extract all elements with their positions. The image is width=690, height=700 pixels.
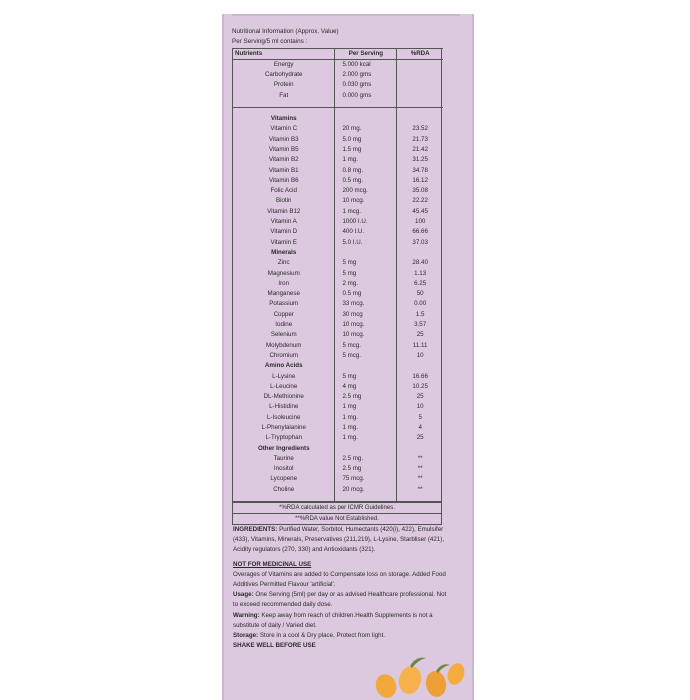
nutrient-name: L-Tryptophan [233,433,335,443]
rda-value [397,70,443,80]
ingredients-text [233,525,451,556]
section-title: Other Ingredients [233,444,335,454]
ingredients-list: Purified Water, Sorbitol, Humectants (420(i), 422), Emulsifer (433), Vitamins, Minerals, Preservatives (211,219), L-Lysine, Starbliser (421), Acidity regulators (270, 330) and Antioxidants (321). [233,526,445,554]
rda-value: ** [417,465,423,473]
table-row [233,330,443,340]
warning-text [233,611,451,631]
table-row [233,433,443,443]
shake-well-text: SHAKE WELL BEFORE USE [233,642,316,650]
empty-cell [397,248,443,258]
rda-value: 16.66 [412,372,428,380]
per-serving-value: 30 mcg [335,310,397,320]
rda-value: ** [417,485,423,493]
table-row [233,269,443,279]
table-row [233,59,443,70]
nutrient-name: Copper [233,310,335,320]
rda-value: 35.08 [412,187,428,195]
usage-label: Usage: [233,591,254,599]
storage-text [233,631,451,641]
rda-value [397,59,443,70]
nutrient-name: Selenium [233,330,335,340]
nutrient-name: L-Leucine [233,382,335,392]
rda-value: 100 [415,218,426,226]
rda-value: 21.42 [412,145,428,153]
empty-cell [397,361,443,371]
nutrient-name: Protein [233,80,335,90]
per-serving-value: 1 mg. [335,413,397,423]
section-title: Minerals [233,248,335,258]
nutrient-name: Vitamin B6 [233,176,335,186]
per-serving-value: 5 mg [335,258,397,268]
nutrient-name: Chromium [233,351,335,361]
nutrition-panel [232,27,442,525]
nutrient-name: Folic Acid [233,186,335,196]
per-serving-value: 1 mg. [335,423,397,433]
nutrient-name: Taurine [233,454,335,464]
rda-value: 1.5 [415,310,425,318]
empty-cell [335,444,397,454]
table-row [233,464,443,474]
table-row [233,166,443,176]
nutrient-name: Vitamin B12 [233,207,335,217]
table-row [233,320,443,330]
rda-value: ** [417,475,423,483]
carton-top-edge [232,14,460,16]
col-nutrients: Nutrients [233,48,335,59]
per-serving-value: 10 mcg. [335,196,397,206]
nutrient-name: DL-Methionine [233,392,335,402]
mango-illustration [370,652,466,700]
table-row [233,124,443,134]
per-serving-value: 20 mcg. [335,485,397,495]
per-serving-value: 5.000 kcal [335,59,397,70]
nutrient-name: Choline [233,485,335,495]
nutrient-name: Vitamin B2 [233,155,335,165]
rda-value: 4 [418,423,422,431]
rda-value: 10 [416,403,424,411]
empty-cell [397,444,443,454]
table-row [233,423,443,433]
nutrient-name: L-Isoleucine [233,413,335,423]
rda-value: 6.25 [414,279,427,287]
section-row [233,248,443,258]
usage-value: One Serving (5ml) per day or as advised Healthcare professional. Not to exceed recommended daily dose. [233,591,447,609]
table-row [233,238,443,248]
nutrient-name: Lycopene [233,474,335,484]
nutrient-name: Iron [233,279,335,289]
rda-value: 25 [416,331,424,339]
table-row [233,413,443,423]
table-row [233,186,443,196]
rda-value: 45.45 [412,207,428,215]
rda-value: 21.73 [412,135,428,143]
rda-value: 22.22 [412,197,428,205]
per-serving-value: 1 mg. [335,155,397,165]
rda-value: 10 [416,351,424,359]
per-serving-value: 5 mcg. [335,341,397,351]
empty-cell [233,495,335,501]
empty-cell [397,114,443,124]
table-row [233,207,443,217]
per-serving-value: 2.5 mg. [335,454,397,464]
per-serving-value: 0.5 mg [335,289,397,299]
nutrient-name: Vitamin A [233,217,335,227]
col-rda: %RDA [397,48,443,59]
per-serving-value: 2.5 mg [335,392,397,402]
empty-cell [335,114,397,124]
col-per-serving: Per Serving [335,48,397,59]
table-row [233,382,443,392]
rda-value: 23.52 [412,125,428,133]
nutrient-name: Carbohydrate [233,70,335,80]
empty-cell [335,248,397,258]
rda-value: 25 [416,434,424,442]
table-row [233,289,443,299]
per-serving-value: 0.8 mg. [335,166,397,176]
rda-value: 10.25 [412,382,428,390]
table-row [233,341,443,351]
per-serving-value: 1 mg [335,402,397,412]
per-serving-value: 2.5 mg [335,464,397,474]
rda-value: 50 [416,290,424,298]
table-row [233,372,443,382]
rda-value: 25 [416,393,424,401]
rda-value: 28.40 [412,259,428,267]
nutrient-name: Magnesium [233,269,335,279]
table-row [233,485,443,495]
table-row [233,402,443,412]
nutrient-name: Zinc [233,258,335,268]
nutrient-name: Vitamin E [233,238,335,248]
storage-label: Storage: [233,632,259,640]
nutrition-title: Nutritional Information (Approx. Value) [232,28,339,35]
nutrition-table [233,48,443,501]
footnote-icmr: *%RDA calculated as per ICMR Guidelines. [233,502,441,513]
overages-text: Overages of Vitamins are added to Compensate loss on storage. Added Food Additives Permitted Flavour 'artificial'. [233,570,446,589]
nutrient-name: Vitamin B5 [233,145,335,155]
section-title: Vitamins [233,114,335,124]
per-serving-value: 2 mg. [335,279,397,289]
nutrient-name: Manganese [233,289,335,299]
per-serving-value: 5.0 I.U. [335,238,397,248]
nutrition-table-frame [232,48,442,502]
table-header-row [233,48,443,59]
table-row [233,454,443,464]
per-serving-value: 1000 I.U. [335,217,397,227]
nutrient-name: L-Histidine [233,402,335,412]
rda-value: 3.57 [414,321,427,329]
table-row [233,217,443,227]
label-text [233,525,451,651]
table-row [233,70,443,80]
table-row [233,155,443,165]
per-serving-value: 4 mg [335,382,397,392]
nutrient-name: Biotin [233,196,335,206]
rda-value: 31.25 [412,156,428,164]
nutrient-name: L-Lysine [233,372,335,382]
per-serving-value: 400 I.U. [335,227,397,237]
nutrient-name: Vitamin D [233,227,335,237]
rda-value: ** [417,454,423,462]
table-row [233,176,443,186]
rda-value: 16.12 [412,176,428,184]
table-row [233,91,443,101]
table-row [233,392,443,402]
nutrient-name: Vitamin B3 [233,135,335,145]
section-row [233,114,443,124]
per-serving-value: 5 mg [335,372,397,382]
empty-cell [335,495,397,501]
per-serving-value: 10 mcg. [335,330,397,340]
rda-value: 5 [418,413,422,421]
rda-value: 11.11 [412,341,428,349]
nutrient-name: Vitamin B1 [233,166,335,176]
footnotes [232,502,442,525]
per-serving-value: 5 mcg. [335,351,397,361]
table-row [233,299,443,309]
per-serving-value: 1 mg. [335,433,397,443]
table-row [233,227,443,237]
nutrient-name: Iodine [233,320,335,330]
rda-value: 37.03 [412,238,428,246]
table-row [233,310,443,320]
table-row [233,351,443,361]
nutrient-name: Potassium [233,299,335,309]
storage-value: Store in a cool & Dry place, Protect from light. [259,632,386,640]
per-serving-value: 5.0 mg [335,135,397,145]
warning-label: Warning: [233,611,260,619]
per-serving-value: 5 mg [335,269,397,279]
nutrient-name: Vitamin C [233,124,335,134]
nutrient-name: Energy [233,59,335,70]
per-serving-value: 0.030 gms [335,80,397,90]
section-row [233,361,443,371]
table-row [233,258,443,268]
per-serving-value: 33 mcg. [335,299,397,309]
serving-note: Per Serving/5 ml contains : [232,38,308,46]
rda-value [397,80,443,90]
table-row [233,474,443,484]
table-row [233,80,443,90]
rda-value: 34.78 [412,166,428,174]
per-serving-value: 75 mcg. [335,474,397,484]
per-serving-value: 1 mcg. [335,207,397,217]
mango-icon [372,658,466,700]
rda-value: 0.00 [414,300,427,308]
empty-cell [397,495,443,501]
per-serving-value: 0.5 mg. [335,176,397,186]
ingredients-label: INGREDIENTS: [233,526,278,533]
table-row [233,145,443,155]
section-title: Amino Acids [233,361,335,371]
nutrient-name: Molybdenum [233,341,335,351]
per-serving-value: 200 mcg. [335,186,397,196]
table-row [233,135,443,145]
rda-value: 1.13 [414,269,427,277]
section-row [233,444,443,454]
rda-value: 66.66 [412,228,428,236]
warning-value: Keep away from reach of children.Health Supplements is not a substitute of daily / Varied diet. [233,611,433,629]
spacer-row [233,495,443,501]
nutrient-name: L-Phenylalanine [233,423,335,433]
per-serving-value: 1.5 mg [335,145,397,155]
per-serving-value: 10 mcg. [335,320,397,330]
rda-value [397,91,443,101]
per-serving-value: 2.000 gms [335,70,397,80]
empty-cell [335,361,397,371]
per-serving-value: 20 mg. [335,124,397,134]
per-serving-value: 0.000 gms [335,91,397,101]
usage-text [233,590,451,610]
table-row [233,279,443,289]
footnote-not-established: **%RDA value Not Established. [233,513,441,524]
table-row [233,196,443,206]
nutrient-name: Inositol [233,464,335,474]
not-medicinal-heading: NOT FOR MEDICINAL USE [233,560,312,568]
nutrient-name: Fat [233,91,335,101]
